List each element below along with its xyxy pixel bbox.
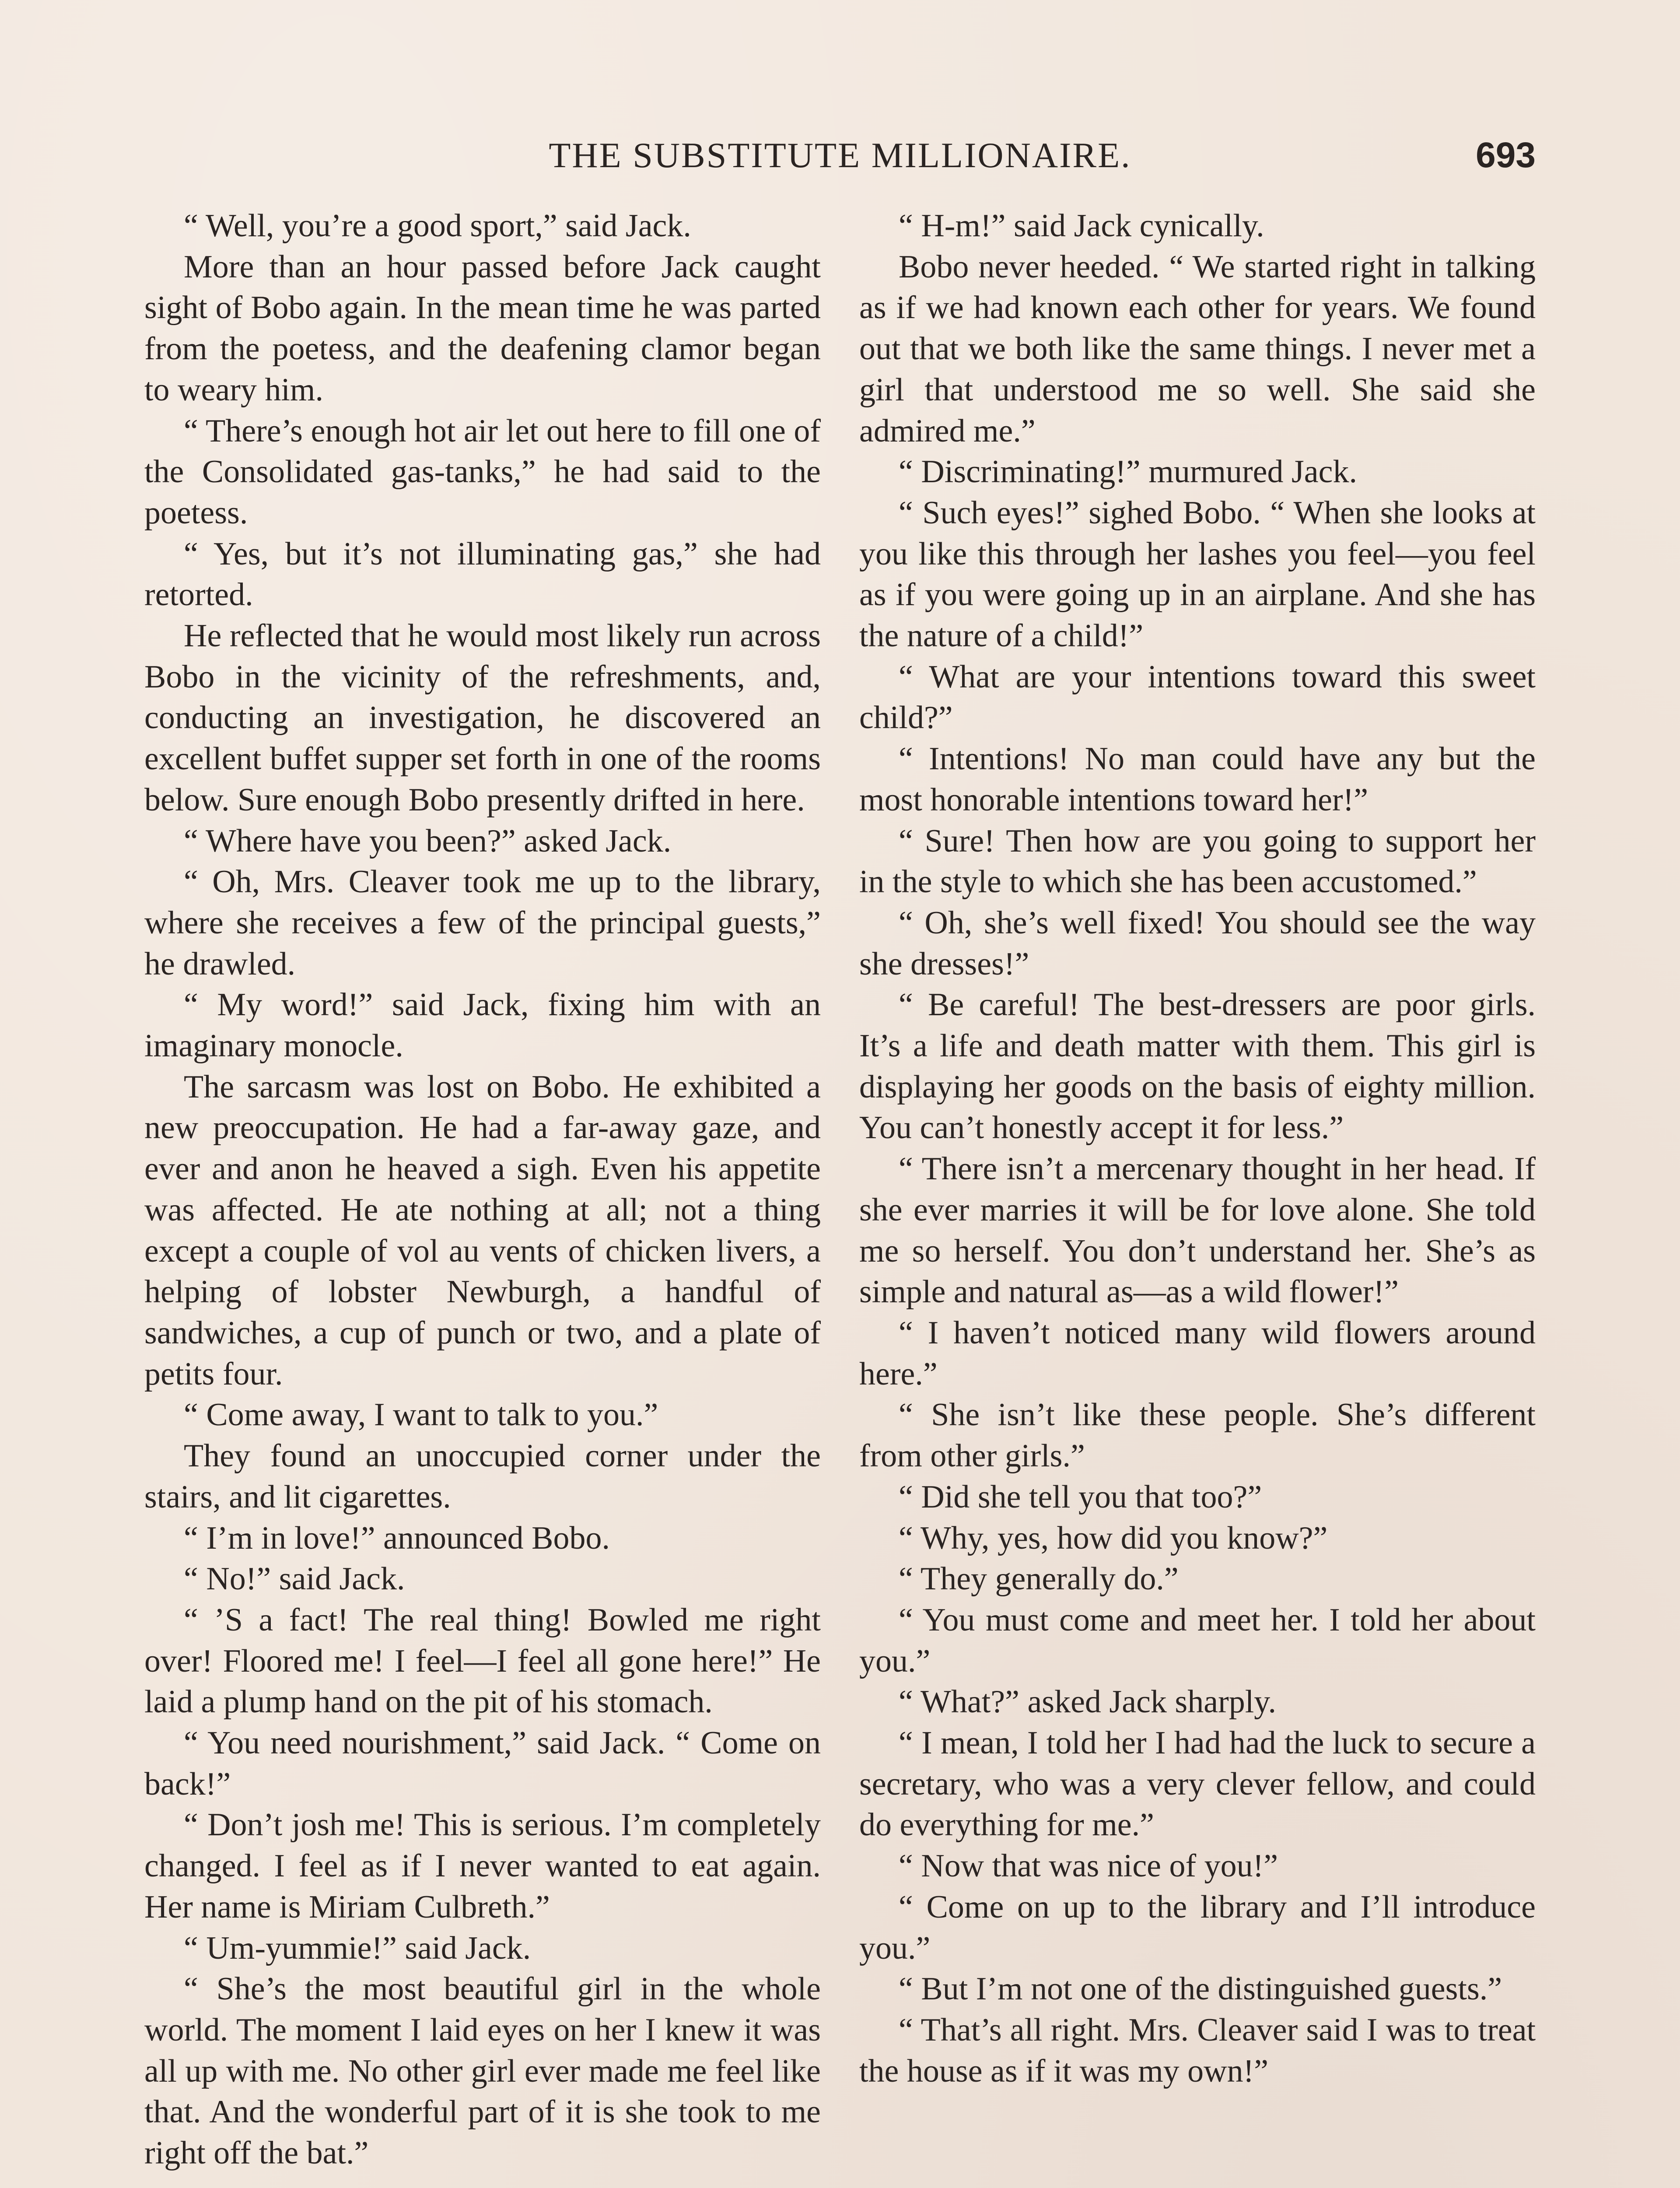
paragraph: “ No!” said Jack.	[184, 1561, 405, 1597]
paragraph: “ They generally do.”	[899, 1561, 1179, 1597]
paragraph: “ Don’t josh me! This is serious. I’m completely changed. I feel as if I never wanted to eat again. Her name is Miriam Culbreth.”	[144, 1807, 821, 1925]
paragraph: “ What?” asked Jack sharply.	[899, 1684, 1276, 1720]
paragraph: “ Be careful! The best-dressers are poor girls. It’s a life and death matter with them. This girl is displaying her goods on the basis of eighty million. You can’t honestly accept it for less.”	[859, 987, 1536, 1146]
paragraph: “ Discriminating!” murmured Jack.	[899, 454, 1357, 490]
paragraph: “ But I’m not one of the distinguished guests.”	[899, 1971, 1502, 2007]
text-columns	[144, 206, 1536, 2188]
paragraph: “ I’m in love!” announced Bobo.	[184, 1520, 610, 1556]
right-column	[859, 206, 1536, 2092]
paragraph: “ Yes, but it’s not illuminating gas,” she had retorted.	[144, 536, 821, 613]
paragraph: “ She’s the most beautiful girl in the whole world. The moment I laid eyes on her I knew it was all up with me. No other girl ever made me feel like that. And the wonderful part of it is she took to me right off the bat.”	[144, 1971, 821, 2171]
paragraph: “ Well, you’re a good sport,” said Jack.	[184, 208, 691, 244]
paragraph: “ What are your intentions toward this sweet child?”	[859, 659, 1536, 736]
paragraph: “ That’s all right. Mrs. Cleaver said I was to treat the house as if it was my own!”	[859, 2012, 1536, 2089]
paragraph: “ I haven’t noticed many wild flowers around here.”	[859, 1315, 1536, 1392]
paragraph: “ Come on up to the library and I’ll introduce you.”	[859, 1889, 1536, 1966]
paragraph: “ Sure! Then how are you going to support her in the style to which she has been accustomed.”	[859, 823, 1536, 900]
paragraph: They found an unoccupied corner under the stairs, and lit cigarettes.	[144, 1438, 821, 1515]
running-title: THE SUBSTITUTE MILLIONAIRE.	[549, 135, 1131, 175]
paragraph: “ Such eyes!” sighed Bobo. “ When she looks at you like this through her lashes you feel—you feel as if you were going up in an airplane. And she has the nature of a child!”	[859, 494, 1536, 654]
paragraph: “ She isn’t like these people. She’s different from other girls.”	[859, 1397, 1536, 1474]
paragraph: “ H-m!” said Jack cynically.	[899, 208, 1264, 244]
paragraph: “ Why, yes, how did you know?”	[899, 1520, 1328, 1556]
page-number: 693	[1476, 135, 1536, 175]
page-header	[144, 131, 1536, 179]
paragraph: “ Come away, I want to talk to you.”	[184, 1397, 658, 1433]
paragraph: “ Um-yummie!” said Jack.	[184, 1930, 531, 1966]
paragraph: The sarcasm was lost on Bobo. He exhibited a new preoccupation. He had a far-away gaze, and ever and anon he heaved a sigh. Even his appetite was affected. He ate nothing at all; not a thing except a couple of vol au vents of chicken livers, a helping of lobster Newburgh, a handful of sandwiches, a cup of punch or two, and a plate of petits four.	[144, 1069, 821, 1392]
paragraph: “ Oh, she’s well fixed! You should see the way she dresses!”	[859, 905, 1536, 982]
paragraph: More than an hour passed before Jack caught sight of Bobo again. In the mean time he was parted from the poetess, and the deafening clamor began to weary him.	[144, 249, 821, 408]
paragraph: “ I mean, I told her I had had the luck to secure a secretary, who was a very clever fellow, and could do everything for me.”	[859, 1725, 1536, 1843]
paragraph: “ There’s enough hot air let out here to fill one of the Consolidated gas-tanks,” he had said to the poetess.	[144, 413, 821, 531]
paragraph: “ My word!” said Jack, fixing him with an imaginary monocle.	[144, 987, 821, 1064]
paragraph: He reflected that he would most likely run across Bobo in the vicinity of the refreshments, and, conducting an investigation, he discovered an excellent buffet supper set forth in one of the rooms below. Sure enough Bobo presently drifted in here.	[144, 618, 821, 818]
paragraph: “ Did she tell you that too?”	[899, 1479, 1262, 1515]
paragraph: “ Now that was nice of you!”	[899, 1848, 1278, 1884]
left-column	[144, 206, 821, 2174]
paragraph: Bobo never heeded. “ We started right in talking as if we had known each other for years. We found out that we both like the same things. I never met a girl that understood me so well. She said she admired me.”	[859, 249, 1536, 449]
paragraph: “ You must come and meet her. I told her about you.”	[859, 1602, 1536, 1679]
paragraph: “ Where have you been?” asked Jack.	[184, 823, 672, 859]
paragraph: “ Intentions! No man could have any but the most honorable intentions toward her!”	[859, 741, 1536, 818]
paragraph: “ You need nourishment,” said Jack. “ Come on back!”	[144, 1725, 821, 1802]
paragraph: “ Oh, Mrs. Cleaver took me up to the library, where she receives a few of the principal guests,” he drawled.	[144, 864, 821, 982]
paragraph: “ There isn’t a mercenary thought in her head. If she ever marries it will be for love alone. She told me so herself. You don’t understand her. She’s as simple and natural as—as a wild flower!”	[859, 1151, 1536, 1310]
paragraph: “ ’S a fact! The real thing! Bowled me right over! Floored me! I feel—I feel all gone here!” He laid a plump hand on the pit of his stomach.	[144, 1602, 821, 1720]
